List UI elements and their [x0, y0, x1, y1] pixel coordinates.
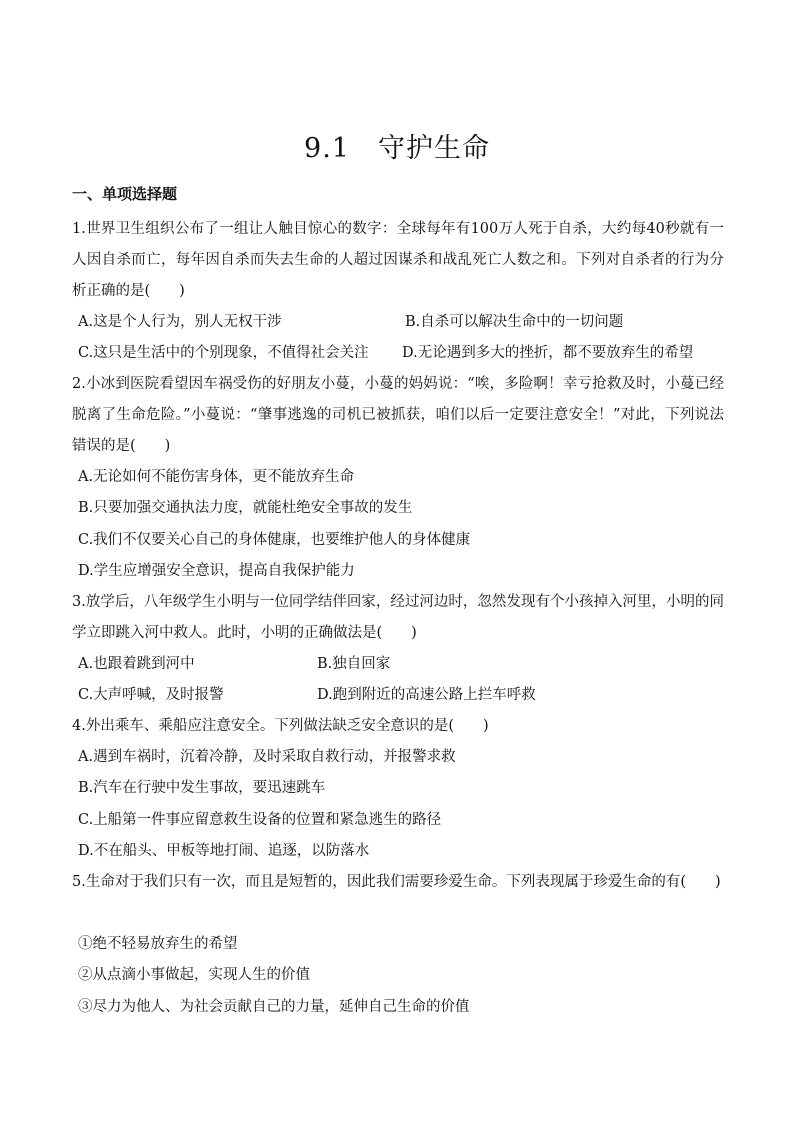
question-2-option-c: C.我们不仅要关心自己的身体健康，也要维护他人的身体健康 [78, 532, 471, 548]
question-4-option-c: C.上船第一件事应留意救生设备的位置和紧急逃生的路径 [78, 812, 442, 828]
question-4-option-a: A.遇到车祸时，沉着冷静，及时采取自救行动，并报警求救 [78, 749, 456, 765]
question-4-option-b: B.汽车在行驶中发生事故，要迅速跳车 [78, 780, 326, 796]
question-5-item-3: ③尽力为他人、为社会贡献自己的力量，延伸自己生命的价值 [78, 999, 470, 1015]
question-4-stem: 4.外出乘车、乘船应注意安全。下列做法缺乏安全意识的是( ) [72, 718, 489, 734]
question-5-item-2: ②从点滴小事做起，实现人生的价值 [78, 967, 310, 983]
question-4-option-d: D.不在船头、甲板等地打闹、追逐，以防落水 [78, 843, 370, 859]
question-2-option-a: A.无论如何不能伤害身体，更不能放弃生命 [78, 469, 355, 485]
question-3-option-b: B.独自回家 [317, 656, 391, 672]
question-3-option-d: D.跑到附近的高速公路上拦车呼救 [317, 687, 536, 703]
question-3-stem: 3.放学后，八年级学生小明与一位同学结伴回家，经过河边时，忽然发现有个小孩掉入河里，小明的同学立即跳入河中救人。此时，小明的正确做法是( ) [72, 594, 724, 641]
question-1-option-a: A.这是个人行为，别人无权干涉 [78, 314, 282, 330]
question-2-option-b: B.只要加强交通执法力度，就能杜绝安全事故的发生 [78, 500, 413, 516]
question-1-option-d: D.无论遇到多大的挫折，都不要放弃生的希望 [402, 345, 694, 361]
question-5-item-1: ①绝不轻易放弃生的希望 [78, 936, 238, 952]
question-3-option-a: A.也跟着跳到河中 [78, 656, 195, 672]
question-1-option-b: B.自杀可以解决生命中的一切问题 [405, 314, 624, 330]
question-2-stem: 2.小冰到医院看望因车祸受伤的好朋友小蔓，小蔓的妈妈说：“唉，多险啊！幸亏抢救及时，小蔓已经脱离了生命危险。”小蔓说：“肇事逃逸的司机已被抓获，咱们以后一定要注意安全！”对此，下列说法错误的是( ) [72, 376, 724, 454]
page-title: 9.1 守护生命 [304, 133, 490, 164]
question-2-option-d: D.学生应增强安全意识，提高自我保护能力 [78, 563, 355, 579]
question-3-option-c: C.大声呼喊，及时报警 [78, 687, 224, 703]
question-5-stem: 5.生命对于我们只有一次，而且是短暂的，因此我们需要珍爱生命。下列表现属于珍爱生命的有( ) [72, 874, 721, 890]
question-1-stem: 1.世界卫生组织公布了一组让人触目惊心的数字：全球每年有100万人死于自杀，大约每40秒就有一人因自杀而亡，每年因自杀而失去生命的人超过因谋杀和战乱死亡人数之和。下列对自杀者的行为分析正确的是( ) [72, 221, 724, 299]
question-1-option-c: C.这只是生活中的个别现象，不值得社会关注 [78, 345, 369, 361]
section-heading: 一、单项选择题 [72, 185, 178, 203]
